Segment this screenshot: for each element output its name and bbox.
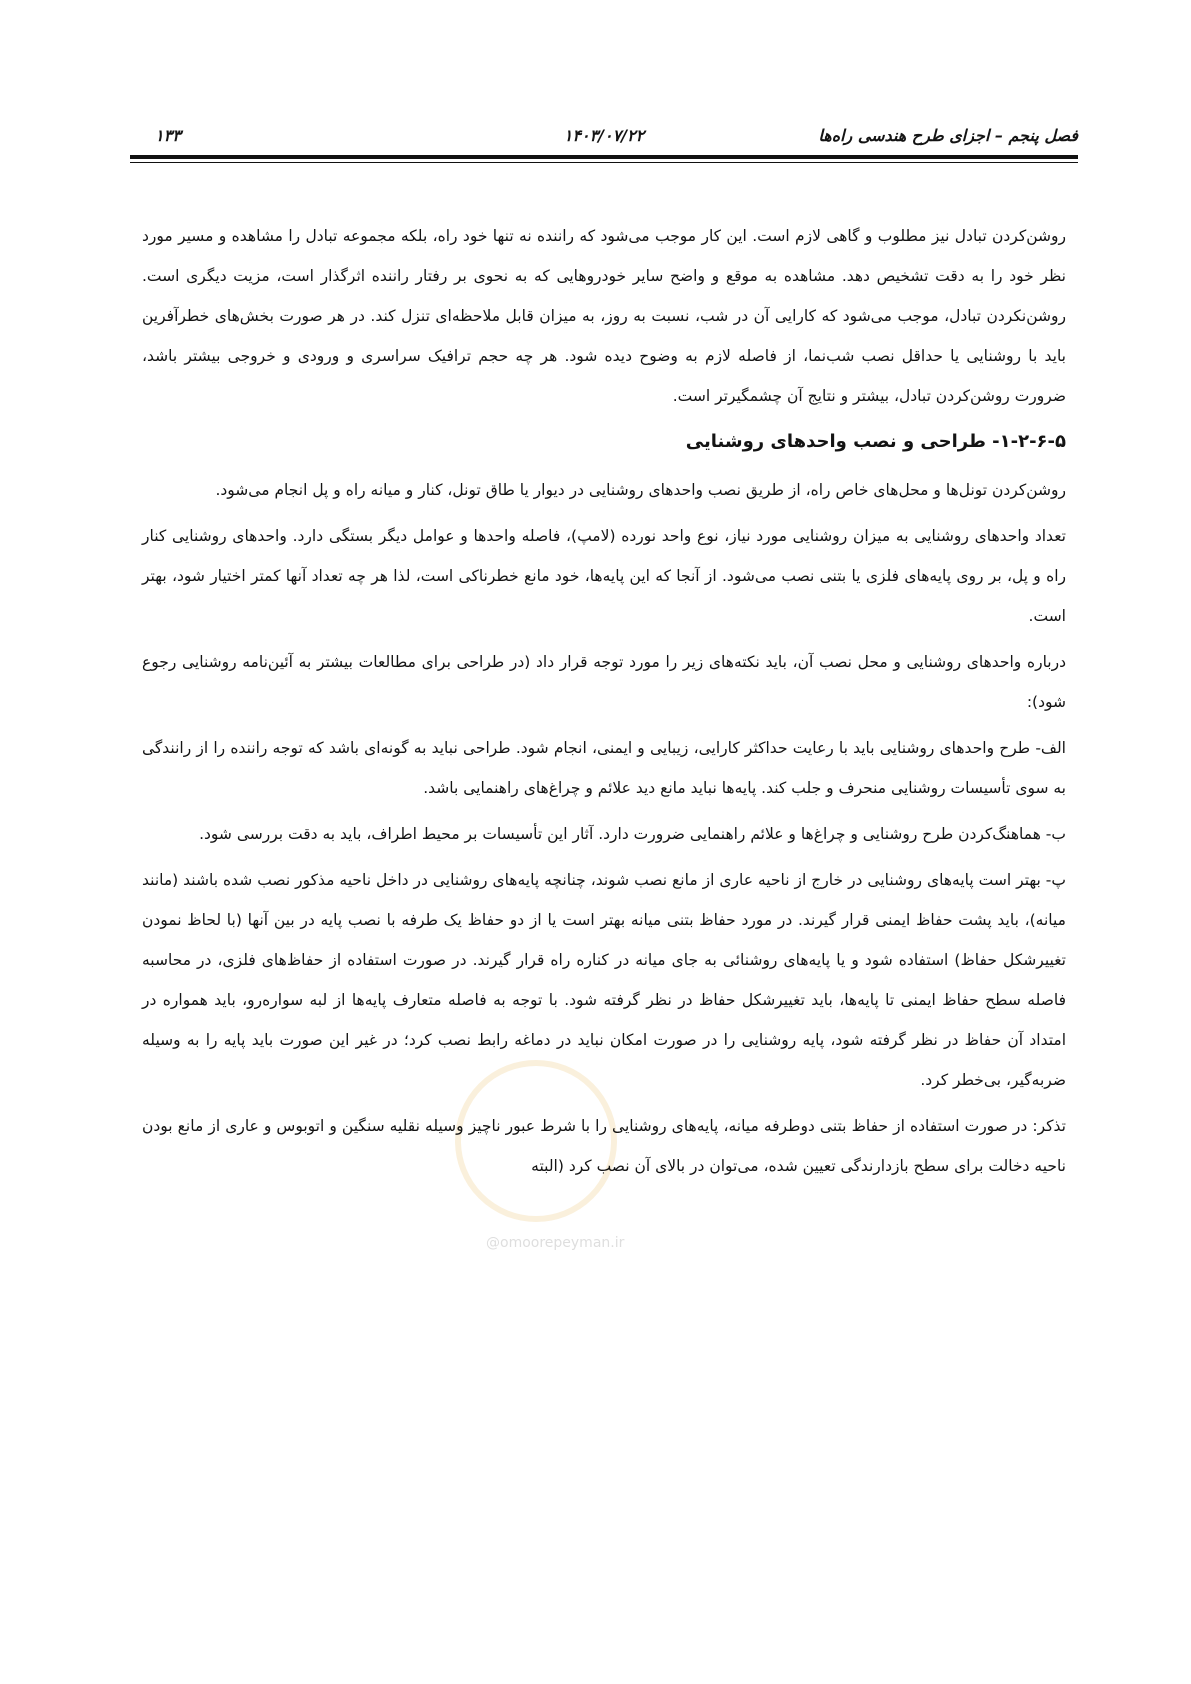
watermark-text: @omoorepeyman.ir — [486, 1235, 625, 1251]
paragraph-item-pe: پ- بهتر است پایه‌های روشنایی در خارج از ناحیه عاری از مانع نصب شوند، چنانچه پایه‌های روشنایی در داخل ناحیه مذکور نصب شده باشند (مانند میانه)، باید پشت حفاظ ایمنی قرار گیرند. در مورد حفاظ بتنی میانه بهتر است یا از دو حفاظ یک طرفه با نصب پایه در بین آنها (با لحاظ نمودن تغییرشکل حفاظ) استفاده شود و یا پایه‌های روشنائی به جای میانه در کناره راه قرار گیرند. در صورت استفاده از حفاظ‌های فلزی، در محاسبه فاصله سطح حفاظ ایمنی تا پایه‌ها، باید تغییرشکل حفاظ در نظر گرفته شود. با توجه به فاصله متعارف پایه‌ها از لبه سواره‌رو، باید همواره در امتداد آن حفاظ در نظر گرفته شود، پایه روشنایی را در صورت امکان نباید در دماغه رابط نصب کرد؛ در غیر این صورت باید پایه را به وسیله ضربه‌گیر، بی‌خطر کرد. — [142, 871, 1066, 1089]
section-heading: ۱-۲-۶-۵- طراحی و نصب واحدهای روشنایی — [685, 431, 1066, 452]
paragraph-tunnel-lighting: روشن‌کردن تونل‌ها و محل‌های خاص راه، از طریق نصب واحدهای روشنایی در دیوار یا طاق تونل، کنار و میانه راه و پل انجام می‌شود. — [215, 481, 1066, 499]
page-number: ۱۳۳ — [155, 126, 181, 145]
paragraph-notes-intro: درباره واحدهای روشنایی و محل نصب آن، باید نکته‌های زیر را مورد توجه قرار داد (در طراحی برای مطالعات بیشتر به آئین‌نامه روشنایی رجوع شود): — [142, 653, 1066, 711]
header-rule-thick — [130, 155, 1078, 159]
paragraph-item-alef: الف- طرح واحدهای روشنایی باید با رعایت حداکثر کارایی، زیبایی و ایمنی، انجام شود. طراحی نباید به گونه‌ای باشد که توجه راننده را از رانندگی به سوی تأسیسات روشنایی منحرف و جلب کند. پایه‌ها نباید مانع دید علائم و چراغ‌های راهنمایی باشد. — [142, 739, 1066, 797]
paragraph-item-be: ب- هماهنگ‌کردن طرح روشنایی و چراغ‌ها و علائم راهنمایی ضرورت دارد. آثار این تأسیسات بر محیط اطراف، باید به دقت بررسی شود. — [199, 825, 1066, 843]
header-date: ۱۴۰۳/۰۷/۲۲ — [563, 126, 645, 145]
header-rule-thin — [130, 162, 1078, 163]
chapter-title: فصل پنجم – اجزای طرح هندسی راه‌ها — [818, 126, 1078, 145]
paragraph-lighting-units-count: تعداد واحدهای روشنایی به میزان روشنایی مورد نیاز، نوع واحد نورده (لامپ)، فاصله واحدها و عوامل دیگر بستگی دارد. واحدهای روشنایی کنار راه و پل، بر روی پایه‌های فلزی یا بتنی نصب می‌شود. از آنجا که این پایه‌ها، خود مانع خطرناکی است، لذا هر چه تعداد آنها کمتر اختیار شود، بهتر است. — [142, 527, 1066, 625]
paragraph-note: تذکر: در صورت استفاده از حفاظ بتنی دوطرفه میانه، پایه‌های روشنایی را با شرط عبور ناچیز وسیله نقلیه سنگین و اتوبوس و عاری از مانع بودن ناحیه دخالت برای سطح بازدارندگی تعیین شده، می‌توان در بالای آن نصب کرد (البته — [142, 1117, 1066, 1175]
paragraph-interchange-lighting: روشن‌کردن تبادل نیز مطلوب و گاهی لازم است. این کار موجب می‌شود که راننده نه تنها خود راه، بلکه مجموعه تبادل را مشاهده و مسیر مورد نظر خود را به دقت تشخیص دهد. مشاهده به موقع و واضح سایر خودروهایی که به نحوی بر رفتار راننده اثرگذار است، مزیت دیگری است. روشن‌نکردن تبادل، موجب می‌شود که کارایی آن در شب، نسبت به روز، به میزان قابل ملاحظه‌ای تنزل کند. در هر صورت بخش‌های خطرآفرین باید با روشنایی یا حداقل نصب شب‌نما، از فاصله لازم به وضوح دیده شود. هر چه حجم ترافیک سراسری و ورودی و خروجی بیشتر باشد، ضرورت روشن‌کردن تبادل، بیشتر و نتایج آن چشمگیرتر است. — [142, 227, 1066, 405]
page-header — [130, 126, 1078, 152]
page-body — [142, 216, 1066, 1192]
